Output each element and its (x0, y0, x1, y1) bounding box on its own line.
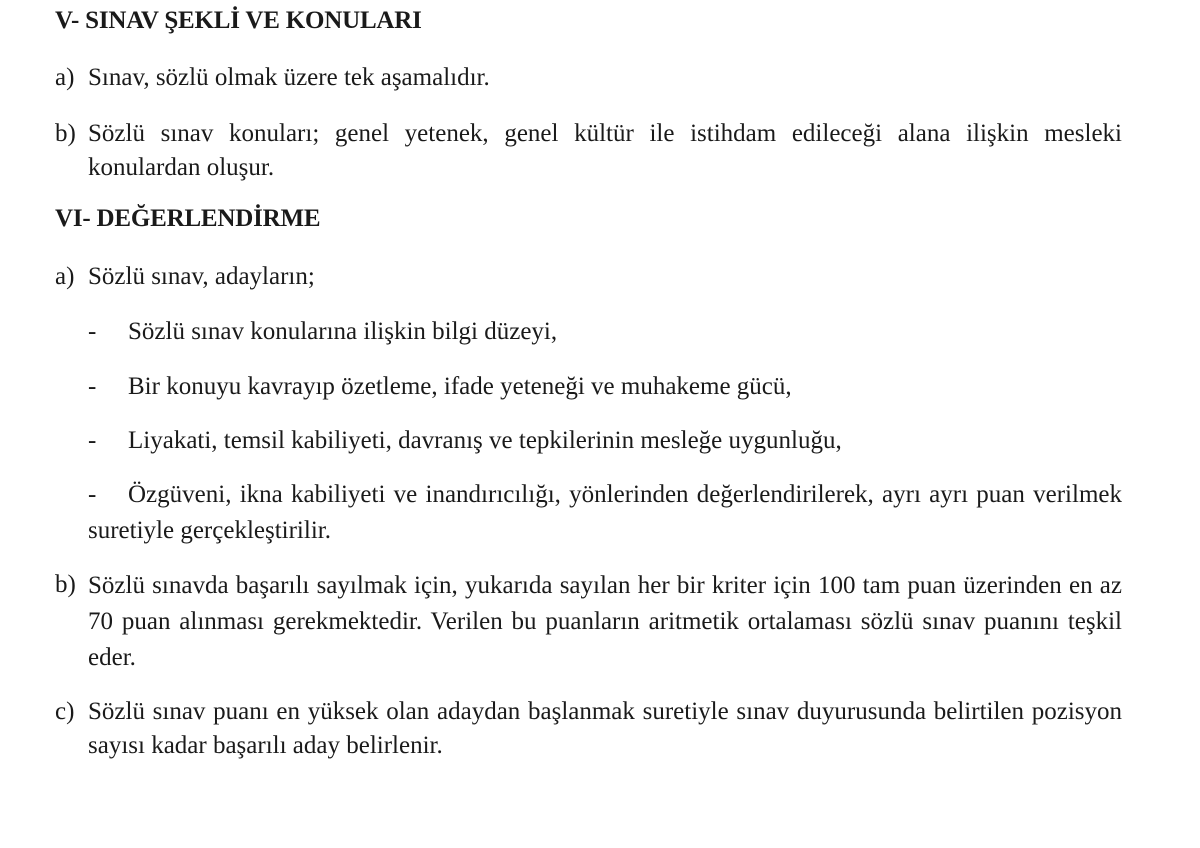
section-v-heading: V- SINAV ŞEKLİ VE KONULARI (55, 7, 422, 34)
item-marker: b) (55, 571, 76, 598)
bullet-text: Liyakati, temsil kabiliyeti, davranış ve tepkilerinin mesleğe uygunluğu, (128, 427, 842, 454)
section-vi-item-c (55, 695, 1122, 763)
bullet-dash: - (88, 481, 97, 508)
section-v-item-a (55, 61, 1122, 95)
section-vi-item-b (55, 568, 1122, 676)
item-marker: a) (55, 64, 75, 91)
item-text: Sözlü sınavda başarılı sayılmak için, yukarıda sayılan her bir kriter için 100 tam puan üzerinden en az 70 puan alınması gerekmektedir. Verilen bu puanların aritmetik ortalaması sözlü sınav puanını teşkil eder. (88, 572, 1122, 671)
bullet-text: Bir konuyu kavrayıp özetleme, ifade yeteneği ve muhakeme gücü, (128, 373, 792, 400)
item-marker: c) (55, 698, 75, 725)
item-text: Sözlü sınav puanı en yüksek olan adaydan başlanmak suretiyle sınav duyurusunda belirtilen pozisyon sayısı kadar başarılı aday belirlenir. (88, 698, 1122, 759)
item-marker: b) (55, 120, 76, 147)
section-v-item-b (55, 117, 1122, 185)
item-text: Sözlü sınav, adayların; (88, 263, 315, 290)
bullet-text: Özgüveni, ikna kabiliyeti ve inandırıcılığı, yönlerinden değerlendirilerek, ayrı ayrı puan verilmek suretiyle gerçekleştirilir. (88, 481, 1122, 544)
criteria-bullet-1 (88, 315, 557, 349)
item-text: Sözlü sınav konuları; genel yetenek, genel kültür ile istihdam edileceği alana ilişkin mesleki konulardan oluşur. (88, 120, 1122, 181)
bullet-text: Sözlü sınav konularına ilişkin bilgi düzeyi, (128, 318, 558, 345)
bullet-dash: - (88, 427, 97, 454)
item-marker: a) (55, 263, 75, 290)
bullet-dash: - (88, 373, 97, 400)
bullet-dash: - (88, 318, 97, 345)
criteria-bullet-4 (88, 477, 1122, 549)
item-text: Sınav, sözlü olmak üzere tek aşamalıdır. (88, 64, 490, 91)
criteria-bullet-3 (88, 424, 842, 458)
criteria-bullet-2 (88, 370, 792, 404)
section-vi-heading: VI- DEĞERLENDİRME (55, 205, 321, 232)
section-vi-item-a (55, 260, 1122, 294)
